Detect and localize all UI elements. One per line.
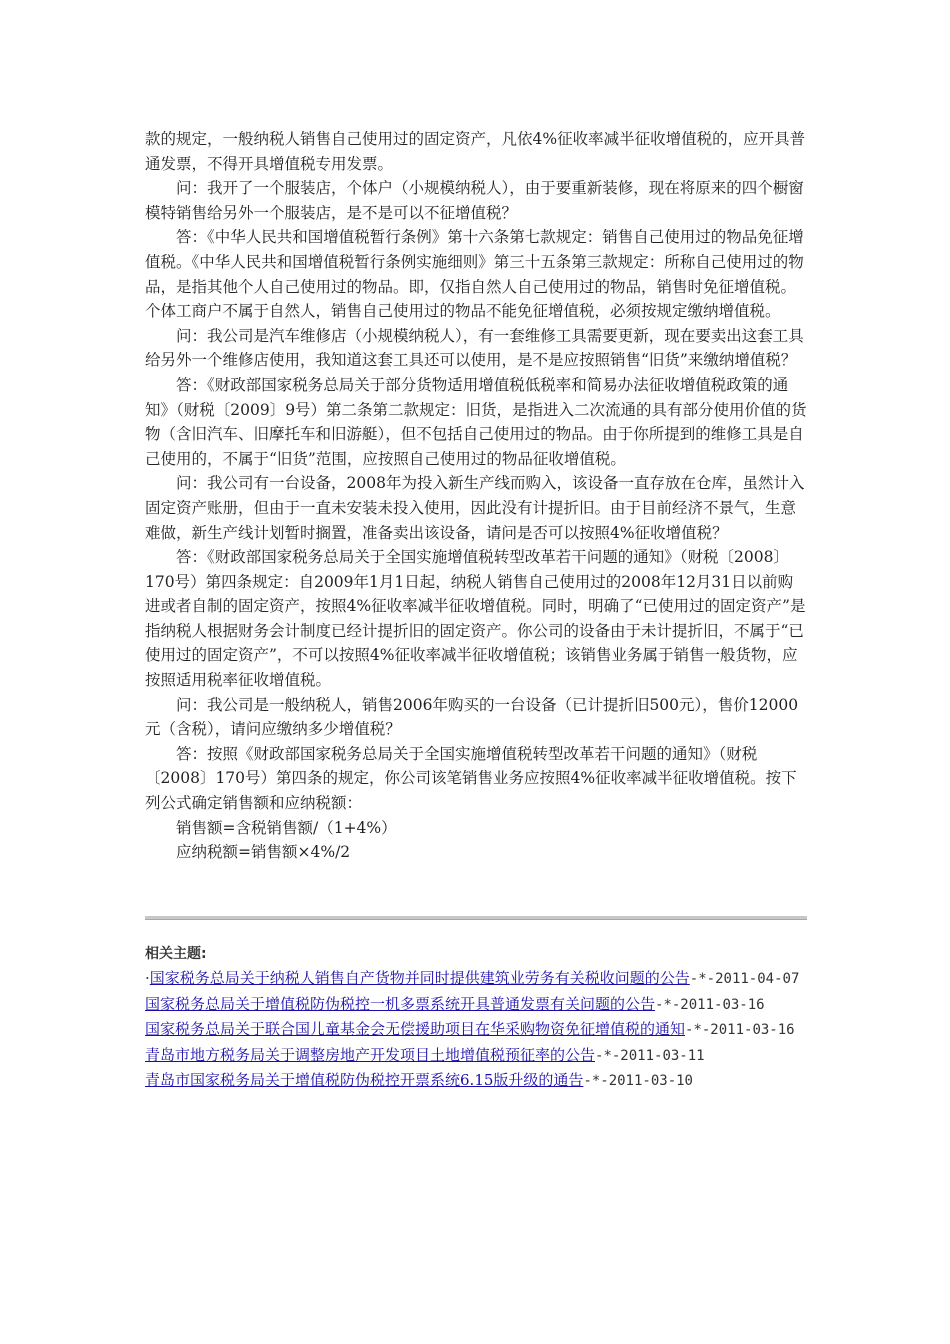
related-topics-title: 相关主题:	[145, 946, 207, 962]
related-date: -*-2011-03-16	[685, 1022, 795, 1038]
related-link[interactable]: 国家税务总局关于联合国儿童基金会无偿援助项目在华采购物资免征增值税的通知	[145, 1020, 686, 1038]
answer-paragraph: 答：《财政部国家税务总局关于全国实施增值税转型改革若干问题的通知》（财税〔2008〕170号）第四条规定：自2009年1月1日起，纳税人销售自己使用过的2008年12月31日以前购进或者自制的固定资产，按照4%征收率减半征收增值税。同时，明确了“已使用过的固定资产”是指纳税人根据财务会计制度已经计提折旧的固定资产。你公司的设备由于未计提折旧，不属于“已使用过的固定资产”，不可以按照4%征收率减半征收增值税；该销售业务属于销售一般货物，应按照适用税率征收增值税。	[145, 548, 806, 690]
question-paragraph: 问：我公司有一台设备，2008年为投入新生产线而购入，该设备一直存放在仓库，虽然计入固定资产账册，但由于一直未安装未投入使用，因此没有计提折旧。由于目前经济不景气，生意难做，新生产线计划暂时搁置，准备卖出该设备，请问是否可以按照4%征收增值税？	[145, 474, 805, 542]
article-body	[145, 127, 807, 865]
formula-sales: 销售额=含税销售额/（1+4%）	[176, 818, 397, 837]
related-link[interactable]: 国家税务总局关于纳税人销售自产货物并同时提供建筑业劳务有关税收问题的公告	[149, 969, 690, 987]
related-item	[145, 966, 815, 992]
related-date: -*-2011-03-11	[595, 1047, 705, 1064]
answer-paragraph: 答：《财政部国家税务总局关于部分货物适用增值税低税率和简易办法征收增值税政策的通知》（财税〔2009〕9号）第二条第二款规定：旧货，是指进入二次流通的具有部分使用价值的货物（含旧汽车、旧摩托车和旧游艇），但不包括自己使用过的物品。由于你所提到的维修工具是自己使用的，不属于“旧货”范围，应按照自己使用过的物品征收增值税。	[145, 375, 807, 468]
answer-paragraph: 答：《中华人民共和国增值税暂行条例》第十六条第七款规定：销售自己使用过的物品免征增值税。《中华人民共和国增值税暂行条例实施细则》第三十五条第三款规定：所称自己使用过的物品，是指其他个人自己使用过的物品。即，仅指自然人自己使用过的物品，销售时免征增值税。个体工商户不属于自然人，销售自己使用过的物品不能免征增值税，必须按规定缴纳增值税。	[145, 228, 804, 321]
question-paragraph: 问：我开了一个服装店，个体户（小规模纳税人），由于要重新装修，现在将原来的四个橱窗模特销售给另外一个服装店，是不是可以不征增值税？	[145, 179, 804, 222]
related-link[interactable]: 青岛市地方税务局关于调整房地产开发项目土地增值税预征率的公告	[145, 1045, 596, 1064]
related-item	[145, 992, 815, 1018]
related-item	[145, 1043, 815, 1069]
related-date: -*-2011-04-07	[689, 971, 800, 987]
question-paragraph: 问：我公司是一般纳税人，销售2006年购买的一台设备（已计提折旧500元），售价12000元（含税），请问应缴纳多少增值税？	[145, 695, 799, 739]
formula-tax: 应纳税额=销售额×4%/2	[176, 843, 351, 862]
related-date: -*-2011-03-10	[583, 1073, 693, 1089]
related-date: -*-2011-03-16	[655, 996, 765, 1013]
article-paragraph: 款的规定，一般纳税人销售自己使用过的固定资产，凡依4%征收率减半征收增值税的，应开具普通发票，不得开具增值税专用发票。	[145, 130, 806, 173]
question-paragraph: 问：我公司是汽车维修店（小规模纳税人），有一套维修工具需要更新，现在要卖出这套工具给另外一个维修店使用，我知道这套工具还可以使用，是不是应按照销售“旧货”来缴纳增值税？	[145, 326, 804, 370]
section-divider	[145, 916, 807, 920]
related-link[interactable]: 青岛市国家税务局关于增值税防伪税控开票系统6.15版升级的通告	[145, 1071, 584, 1089]
answer-paragraph: 答：按照《财政部国家税务总局关于全国实施增值税转型改革若干问题的通知》（财税〔2008〕170号）第四条的规定，你公司该笔销售业务应按照4%征收率减半征收增值税。按下列公式确定销售额和应纳税额：	[145, 744, 797, 813]
related-topics	[145, 944, 815, 1094]
bullet-dot: ·	[145, 969, 150, 987]
related-item	[145, 1068, 815, 1094]
related-link[interactable]: 国家税务总局关于增值税防伪税控一机多票系统开具普通发票有关问题的公告	[145, 994, 656, 1013]
related-item	[145, 1017, 815, 1043]
